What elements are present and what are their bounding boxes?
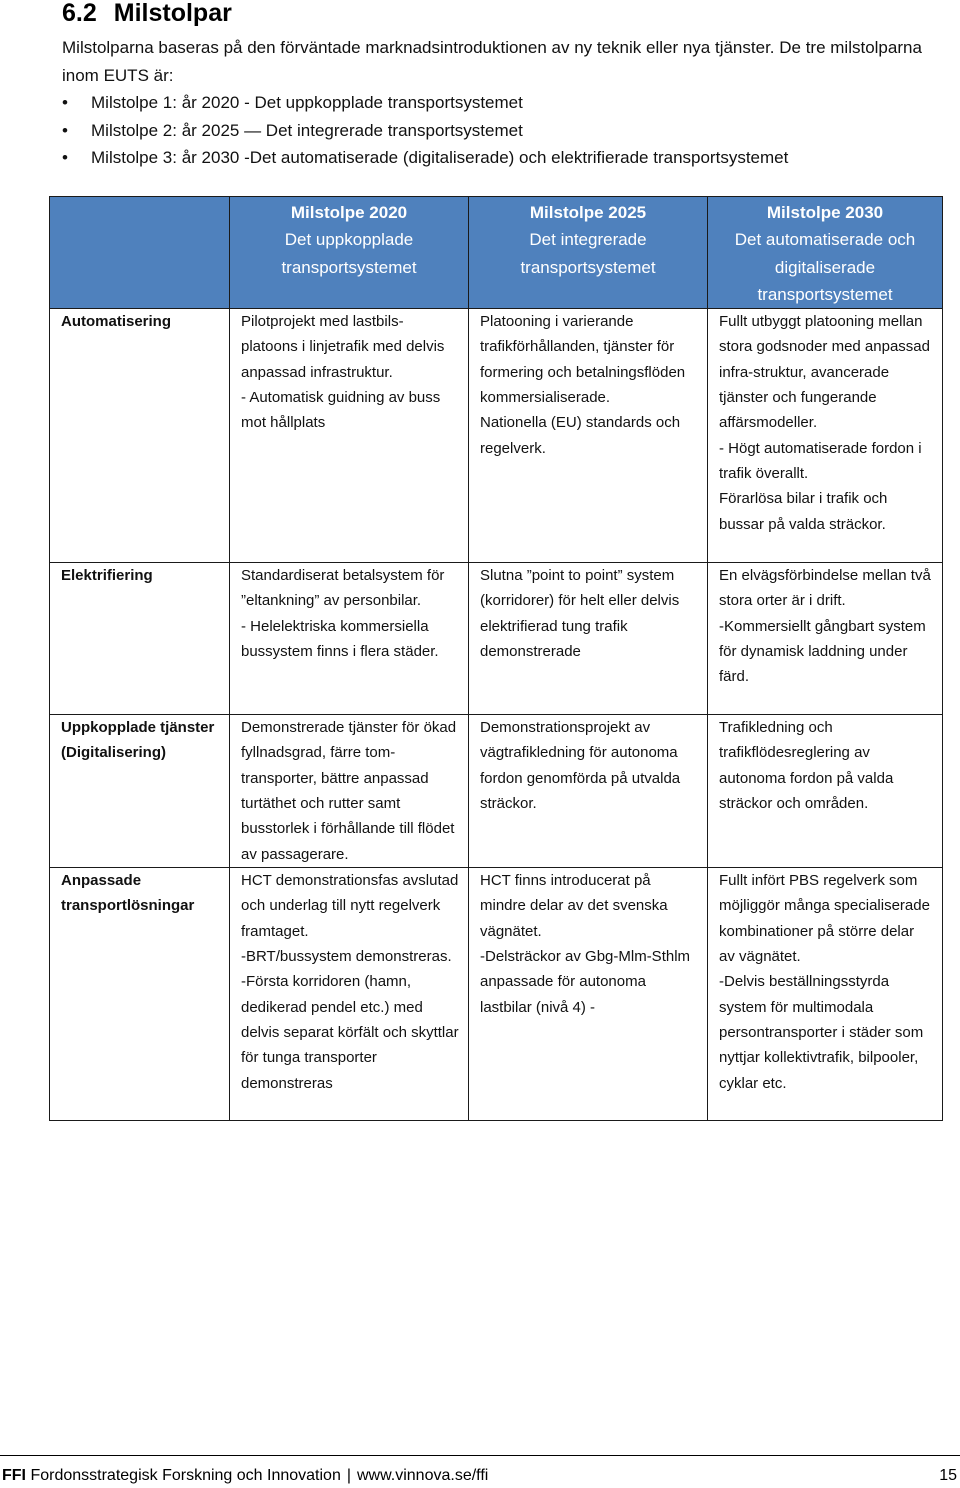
list-item: • Milstolpe 1: år 2020 - Det uppkopplade transportsystemet [62, 89, 942, 117]
row-label: Anpassade transportlösningar [50, 868, 230, 1121]
cell-paragraph: En elvägsförbindelse mellan två stora orter är i drift. [719, 567, 931, 610]
cell-paragraph: - Automatisk guidning av buss mot hållplats [241, 389, 441, 432]
cell-paragraph: Nationella (EU) standards och regelverk. [480, 414, 681, 457]
table-row [50, 715, 943, 868]
table-cell [469, 868, 708, 1121]
table-cell [708, 868, 943, 1121]
cell-paragraph: -Delsträckor av Gbg-Mlm-Sthlm anpassade för autonoma lastbilar (nivå 4) - [480, 948, 691, 1016]
cell-paragraph: - Helelektriska kommersiella bussystem finns i flera städer. [241, 617, 439, 661]
table-cell [708, 309, 943, 563]
milestone-list [62, 89, 942, 172]
column-header: Milstolpe 2025 Det integrerade transportsystemet [469, 197, 708, 309]
cell-paragraph: Platooning i varierande trafikförhållanden, tjänster för formering och betalningsflöden kommersialiserade. [480, 313, 686, 407]
table-cell [230, 868, 469, 1121]
table-cell [708, 563, 943, 715]
bullet-icon: • [62, 120, 68, 140]
bullet-icon: • [62, 148, 68, 167]
bullet-icon: • [62, 93, 68, 112]
footer-program-name: Fordonsstrategisk Forskning och Innovation [30, 1467, 341, 1484]
table-cell: Demonstrerade tjänster för ökad fyllnadsgrad, färre tom-transporter, bättre anpassad turtäthet och rutter samt busstorlek i förhållande till flödet av passagerare. [230, 715, 469, 868]
cell-paragraph: Pilotprojekt med lastbils-platoons i linjetrafik med delvis anpassad infrastruktur. [241, 313, 445, 381]
cell-paragraph: Standardiserat betalsystem för ”eltankning” av personbilar. [241, 567, 445, 610]
list-item: • Milstolpe 3: år 2030 -Det automatiserade (digitaliserade) och elektrifierade transportsystemet [62, 144, 942, 172]
section-heading [62, 0, 232, 28]
cell-paragraph: -Kommersiellt gångbart system för dynamisk laddning under färd. [719, 617, 926, 686]
table-cell [230, 309, 469, 563]
intro-block [62, 34, 942, 172]
table-row [50, 309, 943, 563]
row-label: Automatisering [50, 309, 230, 563]
footer-text [2, 1466, 488, 1486]
page-footer [0, 1455, 960, 1488]
table-cell: Slutna ”point to point” system (korridorer) för helt eller delvis elektrifierad tung trafik demonstrerade [469, 563, 708, 715]
cell-paragraph: Fullt infört PBS regelverk som möjliggör många specialiserade kombinationer på större delar av vägnätet. [719, 872, 930, 966]
column-header: Milstolpe 2020 Det uppkopplade transportsystemet [230, 197, 469, 309]
footer-separator: | [346, 1467, 351, 1484]
cell-paragraph: -Första korridoren (hamn, dedikerad pendel etc.) med delvis separat körfält och skyttlar för tunga transporter demonstreras [241, 973, 459, 1092]
cell-paragraph: -BRT/bussystem demonstreras. [241, 948, 452, 966]
table-header-row [50, 197, 943, 309]
cell-paragraph: -Delvis beställningsstyrda system för multimodala persontransporter i städer som nyttjar kollektivtrafik, bilpooler, cyklar etc. [719, 973, 924, 1092]
milestone-table [49, 196, 943, 1121]
page-number: 15 [939, 1467, 957, 1484]
row-label: Elektrifiering [50, 563, 230, 715]
footer-url: www.vinnova.se/ffi [357, 1467, 489, 1484]
cell-paragraph: Förarlösa bilar i trafik och bussar på valda sträckor. [719, 490, 888, 533]
table-cell [469, 309, 708, 563]
table-cell [230, 563, 469, 715]
intro-paragraph: Milstolparna baseras på den förväntade marknadsintroduktionen av ny teknik eller nya tjänster. De tre milstolparna inom EUTS är: [62, 38, 922, 85]
header-corner-cell [50, 197, 230, 309]
cell-paragraph: - Högt automatiserade fordon i trafik överallt. [719, 439, 922, 482]
table-row [50, 868, 943, 1121]
section-title: Milstolpar [113, 0, 232, 27]
footer-brand: FFI [2, 1467, 26, 1484]
row-label: Uppkopplade tjänster (Digitalisering) [50, 715, 230, 868]
table-row [50, 563, 943, 715]
section-number: 6.2 [62, 0, 97, 27]
cell-paragraph: Fullt utbyggt platooning mellan stora godsnoder med anpassad infra-struktur, avancerade tjänster och fungerande affärsmodeller. [719, 313, 930, 432]
table-cell: Demonstrationsprojekt av vägtrafikledning för autonoma fordon genomförda på utvalda sträckor. [469, 715, 708, 868]
cell-paragraph: HCT demonstrationsfas avslutad och underlag till nytt regelverk framtaget. [241, 872, 459, 940]
column-header: Milstolpe 2030 Det automatiserade och digitaliserade transportsystemet [708, 197, 943, 309]
list-item: • Milstolpe 2: år 2025 — Det integrerade transportsystemet [62, 117, 942, 145]
cell-paragraph: HCT finns introducerat på mindre delar av det svenska vägnätet. [480, 872, 668, 940]
table-cell: Trafikledning och trafikflödesreglering av autonoma fordon på valda sträckor och områden. [708, 715, 943, 868]
